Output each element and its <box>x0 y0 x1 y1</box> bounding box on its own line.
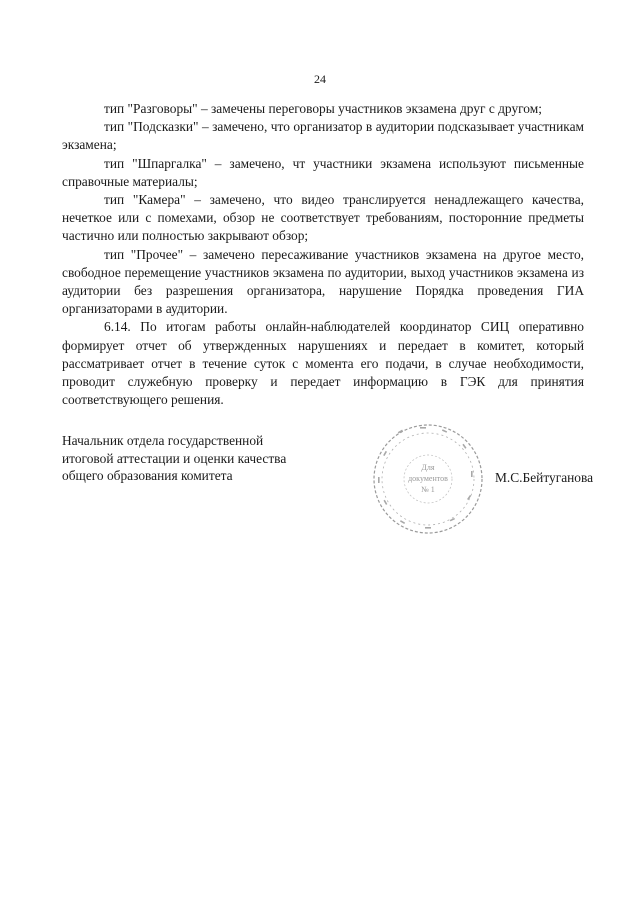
signatory-name: М.С.Бейтуганова <box>495 470 594 485</box>
paragraph-type-hints: тип "Подсказки" – замечено, что организатор в аудитории подсказывает участникам экзамена; <box>62 119 584 153</box>
paragraph-type-camera: тип "Камера" – замечено, что видео транслируется ненадлежащего качества, нечеткое или с помехами, обзор не соответствует требованиям, посторонние предметы частично или полностью закрывают обзор; <box>62 192 584 244</box>
paragraph-section-6-14: 6.14. По итогам работы онлайн-наблюдателей координатор СИЦ оперативно формирует отчет об утвержденных нарушениях и передает в комитет, который рассматривает отчет в течение суток с момента его подачи, в случае необходимости, проводит служебную проверку и передает информацию в ГЭК для принятия соответствующего решения. <box>62 319 584 408</box>
signatory-position-line: общего образования комитета <box>62 468 233 483</box>
paragraph-type-other: тип "Прочее" – замечено пересаживание участников экзамена на другое место, свободное перемещение участников экзамена по аудитории, выход участников экзамена из аудитории без разрешения организатора, нарушение Порядка проведения ГИА организаторами в аудитории. <box>62 246 584 317</box>
paragraph-type-cheat-sheet: тип "Шпаргалка" – замечено, чт участники экзамена используют письменные справочные материалы; <box>62 155 584 189</box>
signature-block <box>62 432 602 542</box>
signatory-position <box>62 432 332 485</box>
stamp-seal-icon <box>370 421 486 537</box>
stamp-text-line: документов <box>408 474 448 483</box>
stamp-text-line: № 1 <box>421 485 435 494</box>
official-stamp <box>370 421 486 537</box>
paragraph-type-conversations: тип "Разговоры" – замечены переговоры участников экзамена друг с другом; <box>104 101 542 116</box>
stamp-text-line: Для <box>421 463 435 472</box>
document-body <box>62 100 584 409</box>
signatory-position-line: Начальник отдела государственной <box>62 433 264 448</box>
page-number: 24 <box>314 72 326 86</box>
signatory-position-line: итоговой аттестации и оценки качества <box>62 450 287 466</box>
